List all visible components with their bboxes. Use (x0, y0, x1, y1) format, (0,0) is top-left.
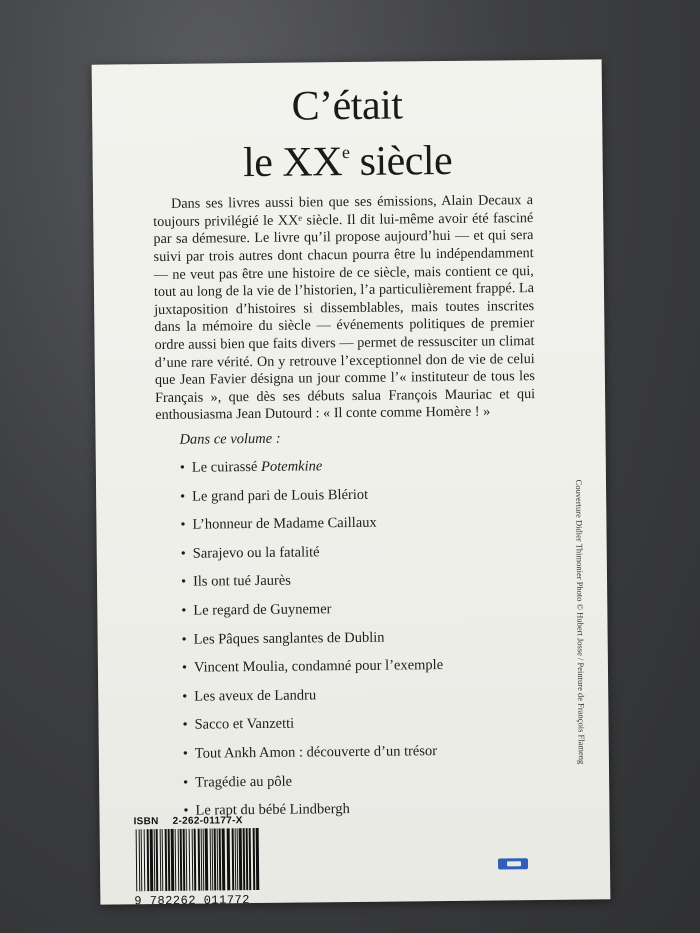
price-sticker (498, 858, 528, 869)
barcode-bar (205, 829, 209, 891)
bullet-icon: • (180, 545, 186, 562)
barcode-bar (139, 829, 141, 891)
barcode-bar (194, 829, 197, 891)
isbn-value: 2-262-01177-X (172, 815, 243, 827)
barcode-bar (217, 828, 219, 890)
chapter-item (180, 514, 441, 545)
barcode-bar (256, 828, 260, 890)
barcode-bar (183, 829, 186, 891)
chapter-title: Vincent Moulia, condamné pour l’exemple (193, 657, 444, 676)
chapter-item (182, 657, 443, 688)
chapter-title: Le rapt du bébé Lindbergh (195, 801, 350, 819)
blurb-text: Dans ses livres aussi bien que ses émissions, Alain Decaux a toujours privilégié le XXᵉ siècle. Il dit lui-même avoir été fasciné par sa démesure. Le livre qu’il propose aujourd’hui — et qui sera suivi par trois autres dont chacun pourra être lu indépendamment — ne veut pas être une histoire de ce siècle, mais contient ce qui, tout au long de la vie de l’historien, l’a particulièrement frappé. La juxtaposition d’histoires si dissemblables, mais toutes inscrites dans la mémoire du siècle — événements politiques de premier ordre aussi bien que faits divers — permet de ressusciter un climat d’une rare vérité. On y retrouve l’exceptionnel don de vie de celui que Jean Favier désigna un jour comme l’« instituteur de tous les Français », que dès ses débuts salua François Mauriac et qui enthousiasma Jean Dutourd : « Il conte comme Homère ! » (153, 192, 536, 424)
barcode-bar (219, 828, 222, 890)
chapter-item (180, 457, 441, 488)
barcode-bar (156, 829, 159, 891)
barcode-bar (186, 829, 188, 891)
bullet-icon: • (180, 516, 186, 533)
barcode-bar (165, 829, 168, 891)
barcode-bar (168, 829, 171, 891)
barcode-bar (212, 828, 214, 890)
barcode-bar (239, 828, 243, 890)
barcode-bar (243, 828, 246, 890)
isbn-line (133, 815, 242, 827)
chapter-title: Sarajevo ou la fatalité (192, 544, 320, 562)
chapter-title-italic: Potemkine (261, 458, 323, 475)
chapter-item (180, 486, 441, 517)
chapter-item (181, 571, 442, 602)
title-line-2 (92, 127, 603, 188)
title-line-2-post: siècle (349, 137, 453, 185)
barcode-bar (237, 828, 239, 890)
bullet-icon: • (181, 631, 187, 648)
bullet-icon: • (180, 574, 187, 591)
barcode-bar (249, 828, 252, 890)
barcode-bar (232, 828, 235, 890)
bullet-icon: • (182, 717, 188, 734)
barcode-bar (203, 829, 205, 891)
chapter-item (183, 743, 444, 774)
chapter-title: Tout Ankh Amon : découverte d’un trésor (194, 743, 438, 762)
chapter-title: Sacco et Vanzetti (194, 715, 295, 733)
chapter-title: Tragédie au pôle (195, 773, 293, 791)
title-line-1: C’était (291, 82, 403, 130)
chapter-item (182, 629, 443, 660)
title-line-2-sup: e (341, 141, 350, 163)
bullet-icon: • (182, 745, 188, 762)
volume-heading: Dans ce volume : (179, 430, 281, 448)
barcode-bar (192, 829, 194, 891)
bullet-icon: • (179, 459, 186, 476)
isbn-label: ISBN (133, 816, 159, 828)
chapter-item (181, 600, 442, 631)
chapter-title: Le grand pari de Louis Blériot (192, 486, 369, 505)
chapter-item (182, 714, 443, 745)
barcode-bar (227, 828, 231, 890)
book-back-cover (92, 59, 611, 909)
bullet-icon: • (181, 659, 188, 676)
barcode-bar (180, 829, 183, 891)
barcode-bar (136, 829, 138, 891)
chapter-title: Le cuirassé (191, 458, 262, 476)
bullet-icon: • (183, 802, 189, 819)
chapter-item (182, 686, 443, 717)
barcode-bar (222, 828, 226, 890)
bullet-icon: • (180, 488, 186, 505)
bullet-icon: • (181, 602, 187, 619)
chapter-item (181, 543, 442, 574)
cover-credit: Couverture Didier Thimonier Photo © Hubert Josse / Peinture de François Flameng (573, 479, 587, 765)
barcode-bar (171, 829, 175, 891)
barcode-bar (147, 829, 150, 891)
bullet-icon: • (183, 774, 189, 791)
book-title (92, 79, 603, 188)
barcode-bar (160, 829, 162, 891)
barcode-digits: 9 782262 011772 (134, 893, 250, 909)
barcode-bar (246, 828, 249, 890)
title-line-2-pre: le XX (242, 139, 343, 187)
bullet-icon: • (182, 688, 188, 705)
chapter-item (183, 772, 444, 803)
barcode-bar (198, 829, 201, 891)
chapter-title: L’honneur de Madame Caillaux (192, 514, 377, 533)
chapter-list (180, 457, 445, 831)
barcode-bar (141, 829, 143, 891)
barcode-bar (235, 828, 237, 890)
barcode-bar (144, 829, 146, 891)
chapter-title: Le regard de Guynemer (193, 601, 332, 619)
barcode (134, 828, 265, 893)
barcode-bar (253, 828, 256, 890)
barcode-bar (175, 829, 177, 891)
barcode-bar (162, 829, 164, 891)
chapter-title: Ils ont tué Jaurès (192, 573, 291, 591)
chapter-title: Les Pâques sanglantes de Dublin (193, 629, 385, 648)
barcode-bar (201, 829, 203, 891)
barcode-bar (150, 829, 154, 891)
barcode-bar (214, 828, 217, 890)
chapter-title: Les aveux de Landru (194, 687, 317, 705)
barcode-bar (154, 829, 156, 891)
barcode-bar (178, 829, 180, 891)
barcode-bar (210, 828, 212, 890)
barcode-bar (189, 829, 191, 891)
